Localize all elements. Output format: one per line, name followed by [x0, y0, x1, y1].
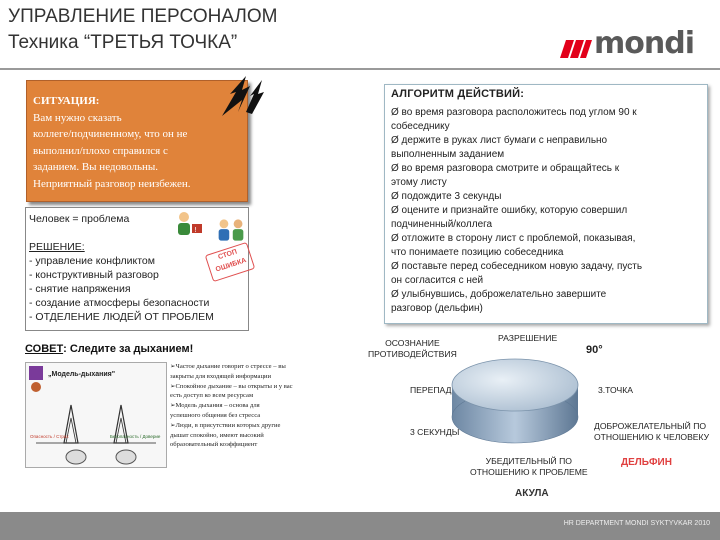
algorithm-line: Ø во время разговора смотрите и обращайтесь к — [391, 163, 620, 174]
page-title: УПРАВЛЕНИЕ ПЕРСОНАЛОМ — [8, 6, 278, 27]
lightning-icon — [216, 72, 268, 120]
solution-item: - создание атмосферы безопасности — [29, 297, 210, 309]
breath-note: дышат спокойно, имеют высокий — [170, 431, 264, 439]
breath-model-image — [25, 362, 167, 468]
footer-text: HR DEPARTMENT MONDI SYKTYVKAR 2010 — [563, 520, 710, 527]
label-benevolent: ДОБРОЖЕЛАТЕЛЬНЫЙ ПО ОТНОШЕНИЮ К ЧЕЛОВЕКУ — [594, 421, 710, 442]
algorithm-line: подчиненный/коллега — [391, 219, 493, 230]
solution-heading: РЕШЕНИЕ: — [29, 241, 85, 253]
solution-item: - конструктивный разговор — [29, 269, 159, 281]
algorithm-line: Ø оцените и признайте ошибку, которую совершил — [391, 205, 628, 216]
algorithm-line: собеседнику — [391, 121, 450, 132]
algorithm-line: Ø улыбнувшись, доброжелательно завершите — [391, 289, 607, 300]
breath-notes — [170, 362, 360, 450]
algorithm-line: что понимаете позицию собеседника — [391, 247, 564, 258]
algorithm-line: этому листу — [391, 177, 447, 188]
breath-model-illustration — [26, 363, 166, 467]
situation-line: Вам нужно сказать — [33, 111, 122, 124]
situation-heading: СИТУАЦИЯ: — [33, 95, 100, 107]
label-dolphin: ДЕЛЬФИН — [621, 457, 672, 468]
solution-item: - ОТДЕЛЕНИЕ ЛЮДЕЙ ОТ ПРОБЛЕМ — [29, 311, 214, 323]
label-three-seconds: 3 СЕКУНДЫ — [410, 427, 460, 437]
stop-error-stamp: СТОП ОШИБКА — [205, 242, 255, 282]
algorithm-box — [384, 84, 708, 324]
situation-line: Неприятный разговор неизбежен. — [33, 177, 191, 190]
algorithm-line: Ø держите в руках лист бумаги с неправильно — [391, 135, 608, 146]
algorithm-line: разговор (дельфин) — [391, 303, 483, 314]
breath-note: ➢Спокойное дыхание – вы открыты и у вас — [170, 382, 293, 390]
situation-box — [26, 80, 248, 202]
label-shark: АКУЛА — [515, 488, 549, 499]
person-problem-icon — [174, 210, 204, 238]
algorithm-line: Ø поставьте перед собеседником новую задачу, пусть — [391, 261, 643, 272]
breath-left-label: Опасность / Страх — [30, 434, 69, 439]
breath-image-title: „Модель-дыхания" — [48, 371, 116, 378]
label-third-point: 3.ТОЧКА — [598, 385, 633, 395]
label-drop: ПЕРЕПАД — [410, 385, 452, 395]
logo-text: mondi — [594, 26, 694, 61]
situation-line: выполнил/плохо справился с — [33, 144, 168, 157]
mondi-logo — [556, 28, 706, 68]
breath-right-label: Безопасность / Доверие — [110, 434, 161, 439]
breath-note: есть доступ ко всем ресурсам — [170, 392, 254, 400]
algorithm-line: Ø подождите 3 секунды — [391, 191, 502, 202]
advice-label: СОВЕТ — [25, 343, 64, 355]
algorithm-title: АЛГОРИТМ ДЕЙСТВИЙ: — [391, 88, 525, 100]
label-awareness: ОСОЗНАНИЕ ПРОТИВОДЕЙСТВИЯ — [368, 338, 457, 359]
algorithm-line: выполненным заданием — [391, 149, 505, 160]
solution-item: - снятие напряжения — [29, 283, 131, 295]
third-point-cylinder — [440, 345, 590, 455]
page-subtitle: Техника “ТРЕТЬЯ ТОЧКА” — [8, 32, 238, 53]
mondi-logo-icon — [556, 28, 596, 68]
algorithm-line: Ø отложите в сторону лист с проблемой, показывая, — [391, 233, 636, 244]
breath-note: ➢Частое дыхание говорит о стрессе – вы — [170, 363, 286, 370]
situation-line: заданием. Вы недовольны. — [33, 161, 159, 173]
label-convincing: УБЕДИТЕЛЬНЫЙ ПО ОТНОШЕНИЮ К ПРОБЛЕМЕ — [470, 456, 588, 477]
people-meeting-icon — [216, 216, 246, 244]
svg-text:!: ! — [194, 226, 197, 234]
algorithm-line: Ø во время разговора расположитесь под углом 90 к — [391, 107, 637, 118]
solution-item: - управление конфликтом — [29, 255, 155, 267]
advice-text — [25, 343, 193, 355]
label-resolution: РАЗРЕШЕНИЕ — [498, 333, 558, 343]
footer-bar — [0, 512, 720, 540]
breath-note: образовательный коэффициент — [170, 441, 258, 449]
label-degree: 90° — [586, 344, 603, 356]
principle-text: Человек = проблема — [29, 213, 130, 225]
solution-box — [25, 207, 249, 331]
header-divider — [0, 68, 720, 70]
advice-body: : Следите за дыханием! — [63, 343, 194, 355]
breath-note: ➢Модель дыхания – основа для — [170, 402, 260, 410]
breath-note: закрыты для входящей информации — [170, 372, 272, 380]
algorithm-line: он согласится с ней — [391, 275, 484, 286]
breath-note: успешного общения без стресса — [170, 411, 261, 419]
situation-line: коллеге/подчиненному, что он не — [33, 128, 188, 140]
breath-note: ➢Люди, в присутствии которых другие — [170, 421, 281, 429]
